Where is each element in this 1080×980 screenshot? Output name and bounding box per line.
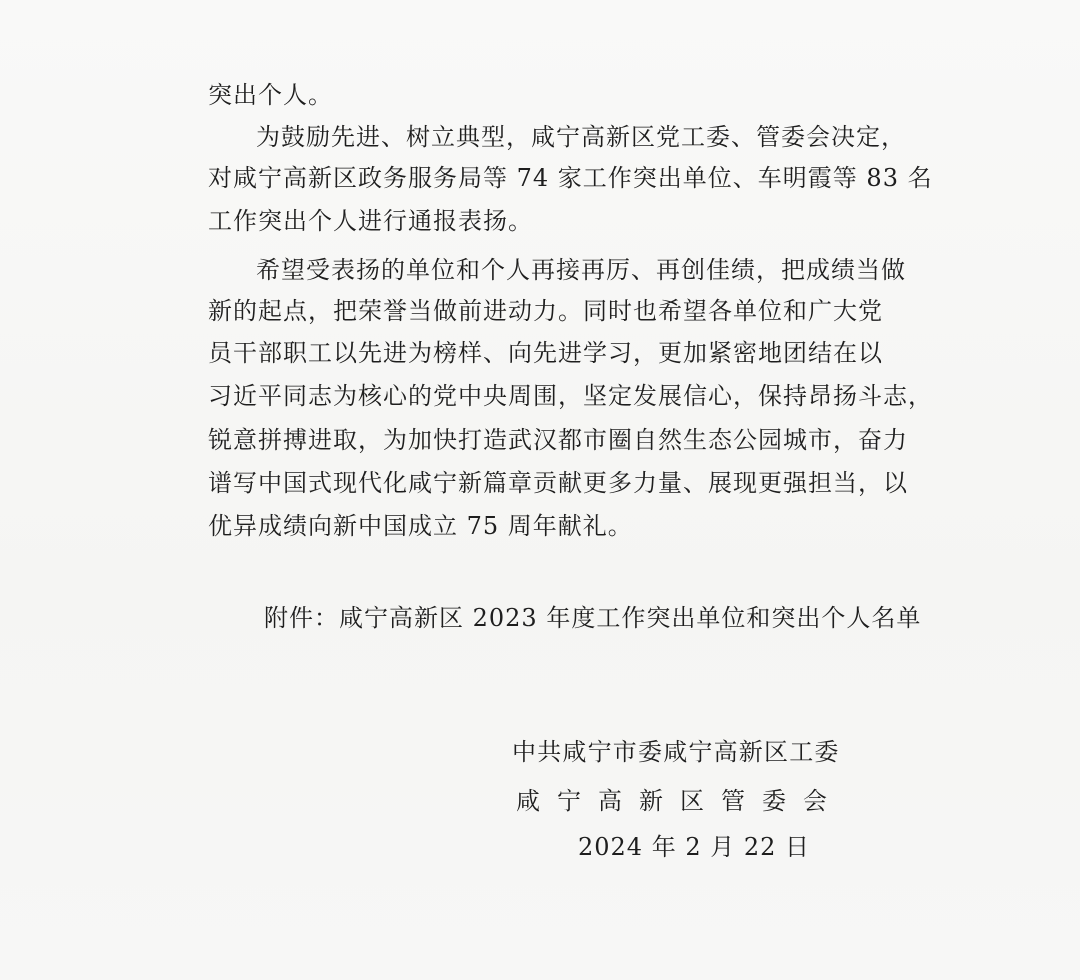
- body-line-11: 优异成绩向新中国成立 75 周年献礼。: [208, 512, 633, 540]
- body-line-2: 为鼓励先进、树立典型，咸宁高新区党工委、管委会决定，: [256, 123, 906, 151]
- body-line-4: 工作突出个人进行通报表扬。: [208, 207, 533, 235]
- body-line-3: 对咸宁高新区政务服务局等 74 家工作突出单位、车明霞等 83 名: [208, 164, 933, 192]
- body-line-1: 突出个人。: [208, 81, 333, 109]
- body-line-8: 习近平同志为核心的党中央周围，坚定发展信心，保持昂扬斗志，: [208, 382, 933, 410]
- body-line-9: 锐意拼搏进取，为加快打造武汉都市圈自然生态公园城市，奋力: [208, 426, 908, 454]
- body-line-7: 员干部职工以先进为榜样、向先进学习，更加紧密地团结在以: [208, 339, 883, 367]
- signature-org-2: 咸宁高新区管委会: [516, 787, 844, 815]
- signature-org-1: 中共咸宁市委咸宁高新区工委: [512, 738, 840, 766]
- body-line-5: 希望受表扬的单位和个人再接再厉、再创佳绩，把成绩当做: [256, 256, 906, 284]
- body-line-10: 谱写中国式现代化咸宁新篇章贡献更多力量、展现更强担当，以: [208, 469, 908, 497]
- signature-date: 2024 年 2 月 22 日: [578, 833, 811, 861]
- body-line-6: 新的起点，把荣誉当做前进动力。同时也希望各单位和广大党: [208, 297, 883, 325]
- attachment-note: 附件：咸宁高新区 2023 年度工作突出单位和突出个人名单: [264, 604, 922, 632]
